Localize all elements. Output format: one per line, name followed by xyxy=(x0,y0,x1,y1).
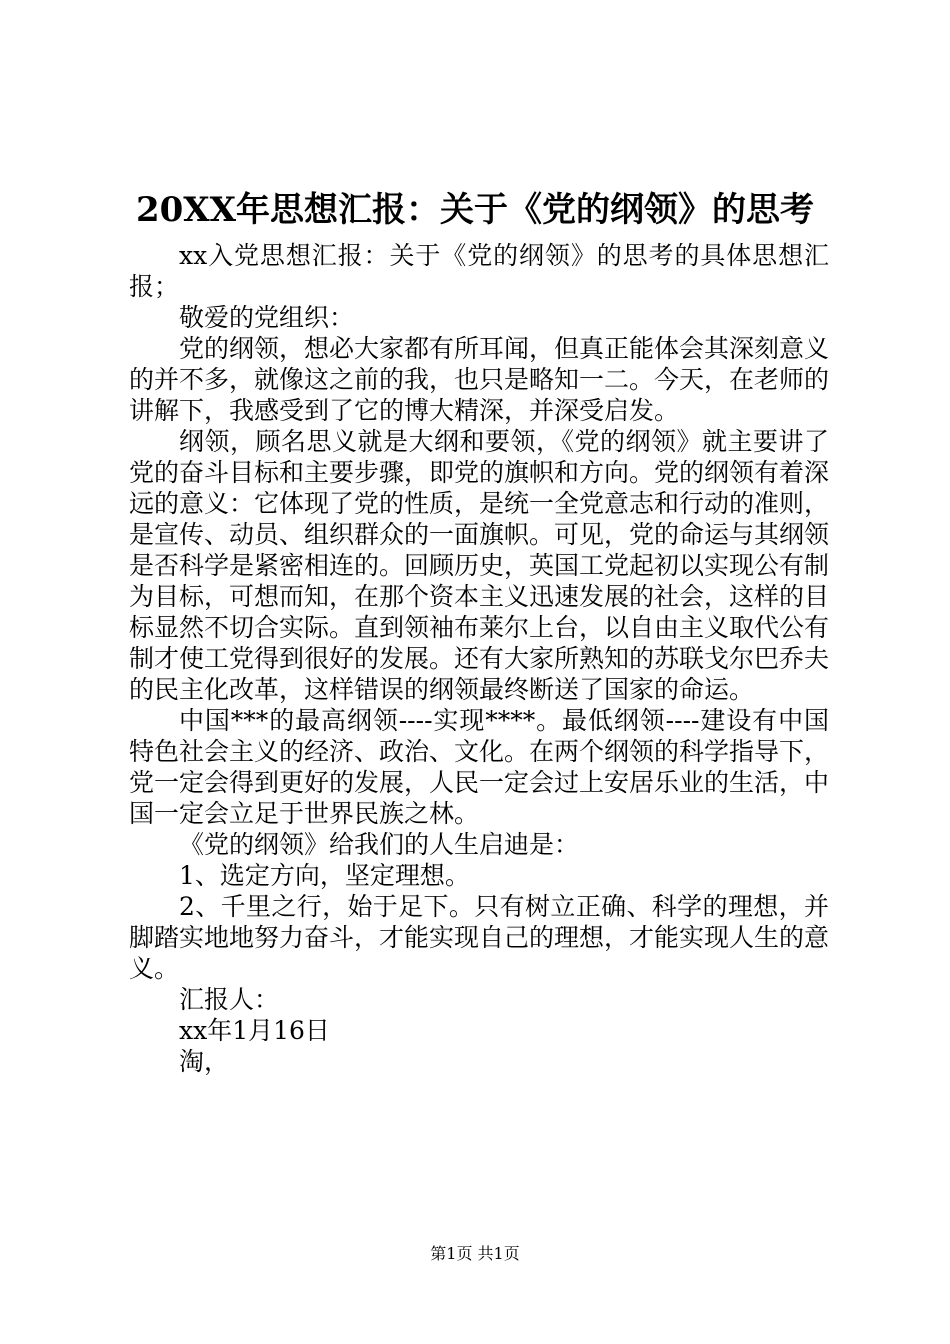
paragraph-intro: xx入党思想汇报：关于《党的纲领》的思考的具体思想汇报； xyxy=(129,241,829,301)
paragraph-3: 中国***的最高纲领----实现****。最低纲领----建设有中国特色社会主义的经济、政治、文化。在两个纲领的科学指导下，党一定会得到更好的发展，人民一定会过上安居乐业的生活，中国一定会立足于世界民族之林。 xyxy=(129,706,830,828)
list-item-1: 1、选定方向，坚定理想。 xyxy=(179,861,470,890)
list-item-2: 2、千里之行，始于足下。只有树立正确、科学的理想，并脚踏实地地努力奋斗，才能实现自己的理想，才能实现人生的意义。 xyxy=(129,892,830,983)
signature-label: 汇报人： xyxy=(179,985,280,1014)
paragraph-salutation: 敬爱的党组织： xyxy=(179,303,355,332)
document-body xyxy=(129,240,829,1077)
paragraph-2: 纲领，顾名思义就是大纲和要领，《党的纲领》就主要讲了党的奋斗目标和主要步骤，即党的旗帜和方向。党的纲领有着深远的意义：它体现了党的性质，是统一全党意志和行动的准则，是宣传、动员、组织群众的一面旗帜。可见，党的命运与其纲领是否科学是紧密相连的。回顾历史，英国工党起初以实现公有制为目标，可想而知，在那个资本主义迅速发展的社会，这样的目标显然不切合实际。直到领袖布莱尔上台，以自由主义取代公有制才使工党得到很好的发展。还有大家所熟知的苏联戈尔巴乔夫的民主化改革，这样错误的纲领最终断送了国家的命运。 xyxy=(129,427,830,704)
paragraph-4: 《党的纲领》给我们的人生启迪是： xyxy=(179,830,580,859)
page-footer: 第1页 共1页 xyxy=(430,1244,520,1263)
paragraph-1: 党的纲领，想必大家都有所耳闻，但真正能体会其深刻意义的并不多，就像这之前的我，也只是略知一二。今天，在老师的讲解下，我感受到了它的博大精深，并深受启发。 xyxy=(129,334,830,425)
document-title: 20XX年思想汇报：关于《党的纲领》的思考 xyxy=(135,190,815,230)
trailing-text: 淘， xyxy=(179,1047,230,1076)
signature-date: xx年1月16日 xyxy=(179,1016,330,1045)
